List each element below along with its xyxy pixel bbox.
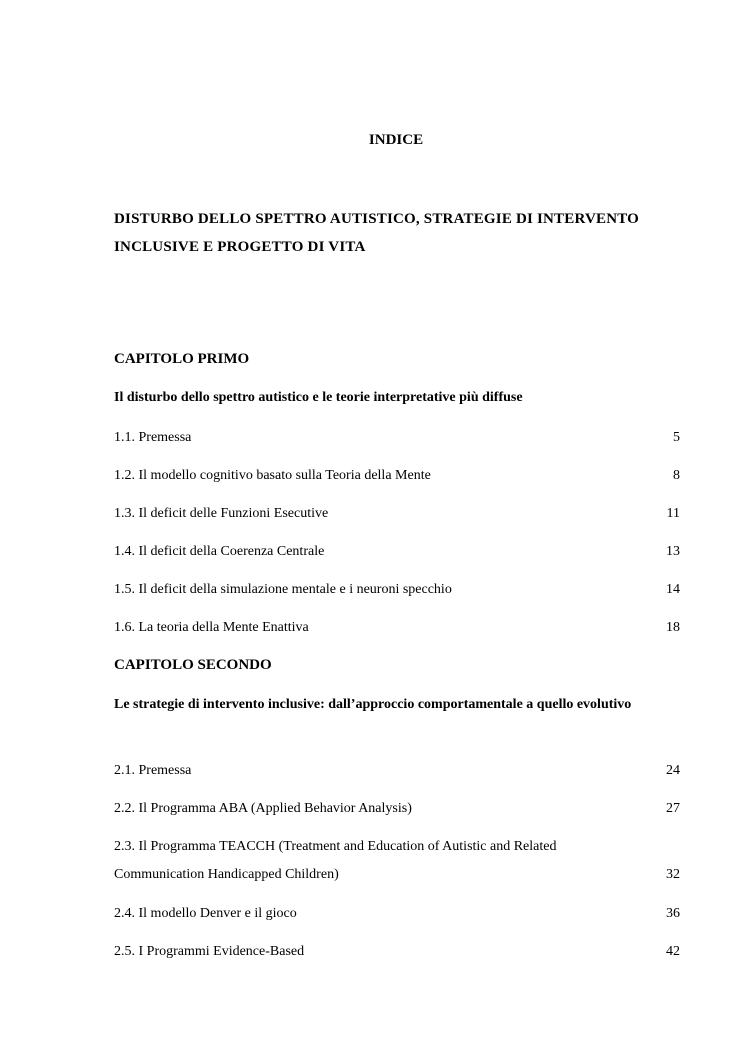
toc-entry	[114, 833, 680, 889]
toc-entry-label: 1.4. Il deficit della Coerenza Centrale	[114, 544, 325, 559]
toc-entry-page: 13	[666, 544, 680, 559]
chapter-2-heading: CAPITOLO SECONDO	[114, 657, 272, 673]
toc-entry	[114, 576, 680, 604]
toc-entry	[114, 938, 680, 966]
toc-entry	[114, 614, 680, 642]
toc-entry-label: 1.2. Il modello cognitivo basato sulla Teoria della Mente	[114, 468, 431, 483]
toc-entry	[114, 900, 680, 928]
toc-entry-page: 14	[666, 582, 680, 597]
toc-entry-page: 8	[673, 468, 680, 483]
toc-entry-label: 1.1. Premessa	[114, 430, 192, 445]
chapter-1-subtitle: Il disturbo dello spettro autistico e le teorie interpretative più diffuse	[114, 390, 523, 405]
thesis-title-line-2: INCLUSIVE E PROGETTO DI VITA	[114, 239, 366, 255]
toc-entry-label: 2.1. Premessa	[114, 763, 192, 778]
toc-entry-page: 11	[666, 506, 680, 521]
toc-entry-label: 2.3. Il Programma TEACCH (Treatment and Education of Autistic and Related Communication Handicapped Children)	[114, 839, 557, 882]
toc-entry-label: 1.6. La teoria della Mente Enattiva	[114, 620, 309, 635]
toc-entry-page: 24	[666, 763, 680, 778]
toc-entry	[114, 538, 680, 566]
toc-entry	[114, 462, 680, 490]
toc-entry-label: 2.5. I Programmi Evidence-Based	[114, 944, 305, 959]
toc-entry-label: 2.4. Il modello Denver e il gioco	[114, 906, 297, 921]
toc-entry-page: 36	[666, 906, 680, 921]
toc-entry	[114, 757, 680, 785]
toc-entry-label: 1.3. Il deficit delle Funzioni Esecutive	[114, 506, 329, 521]
toc-entry-page: 18	[666, 620, 680, 635]
chapter-2-subtitle: Le strategie di intervento inclusive: dall’approccio comportamentale a quello evolutivo	[114, 697, 632, 712]
toc-entry	[114, 795, 680, 823]
toc-entry-label: 1.5. Il deficit della simulazione mentale e i neuroni specchio	[114, 582, 452, 597]
thesis-title-line-1: DISTURBO DELLO SPETTRO AUTISTICO, STRATEGIE DI INTERVENTO	[114, 211, 640, 227]
thesis-title	[114, 205, 684, 261]
toc-entry-page: 32	[666, 867, 680, 882]
chapter-1-heading: CAPITOLO PRIMO	[114, 351, 250, 367]
toc-entry-label: 2.2. Il Programma ABA (Applied Behavior Analysis)	[114, 801, 412, 816]
toc-entry-page: 42	[666, 944, 680, 959]
toc-entry	[114, 424, 680, 452]
index-title: INDICE	[368, 132, 424, 148]
toc-entry-page: 27	[666, 801, 680, 816]
toc-entry-page: 5	[673, 430, 680, 445]
toc-entry	[114, 500, 680, 528]
